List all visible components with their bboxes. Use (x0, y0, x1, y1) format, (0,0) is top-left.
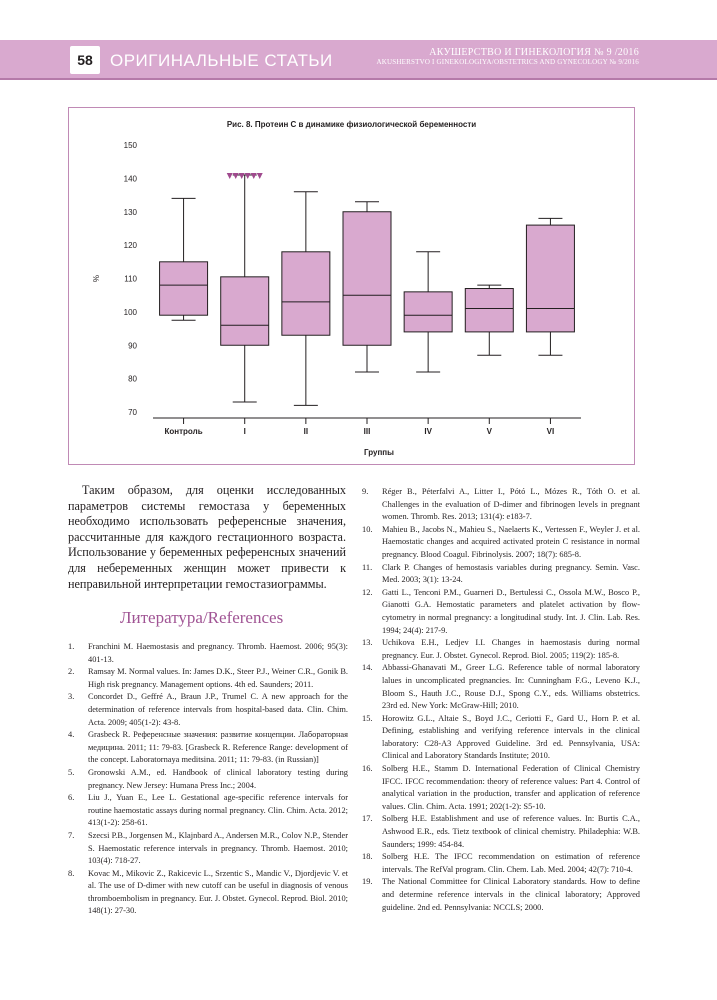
reference-item (362, 813, 640, 851)
reference-text: Solberg H.E. Establishment and use of reference values. In: Burtis C.A., Ashwood E.R., eds. Tietz textbook of clinical chemistry. Philadephia: W.B. Saunders; 1999: 454-84. (382, 814, 640, 849)
reference-text: Gatti L., Tenconi P.M., Guarneri D., Bertulessi C., Ossola M.W., Bosco P., Gianotti G.A. Hemostatic parameters and platelet activation by flow-cytometry in normal pregnancy: a longitudinal study. Int. J. Clin. Lab. Res. 1994; 24(4): 217-9. (382, 587, 640, 635)
reference-text: The National Committee for Clinical Laboratory standards. How to define and determine reference intervals in the clinical laboratory; Approved guideline. 2nd ed. Pennsylvania: NCCLS; 2000. (382, 877, 640, 912)
reference-item (68, 868, 348, 918)
section-title: ОРИГИНАЛЬНЫЕ СТАТЬИ (110, 51, 333, 70)
reference-item (68, 767, 348, 792)
outlier-marker (251, 173, 257, 179)
reference-number: 5. (68, 767, 75, 777)
reference-text: Kovac M., Mikovic Z., Rakicevic L., Srzentic S., Mandic V., Djordjevic V. et al. The use of D-dimer with new cutoff can be useful in diagnosis of venous thromboembolism in pregnancy. Eur. J. Obstet. Gynecol. Reprod. Biol. 2010; 148(1): 27-30. (88, 868, 348, 916)
conclusion-text: Таким образом, для оценки исследованных параметров системы гемостаза у беременных необходимо использовать референсные значения, рассчитанные для каждого гестационного возраста. Использование у беременных референсных значений для небеременных женщин может привести к неправильной интерпретации гемостазиограммы. (68, 483, 346, 591)
reference-text: Solberg H.E., Stamm D. International Federation of Clinical Chemistry IFCC. IFCC recommendation: theory of reference values: Part 4. Control of analytical variation in the production, transfer and application of reference values. Clin. Chim. Acta. 1991; 202(1-2): S5-10. (382, 764, 640, 811)
y-tick-label: 110 (124, 274, 137, 284)
figure-title: Рис. 8. Протеин С в динамике физиологической беременности (226, 120, 477, 129)
outlier-marker (227, 173, 233, 179)
reference-number: 8. (68, 868, 75, 878)
reference-text: Concordet D., Geffré A., Braun J.P., Trumel C. A new approach for the determination of reference intervals from hospital-based data. Clin. Chim. Acta. 2009; 405(1-2): 43-8. (88, 692, 348, 727)
reference-number: 11. (362, 562, 373, 572)
reference-item (362, 562, 640, 587)
y-tick-label: 130 (123, 207, 137, 217)
reference-item (362, 637, 640, 662)
reference-item (68, 691, 348, 729)
reference-item (68, 666, 348, 691)
reference-text: Clark P. Changes of hemostasis variables during pregnancy. Semin. Vasc. Med. 2003; 3(1): 13-24. (382, 562, 640, 585)
reference-number: 18. (362, 852, 373, 862)
y-tick-label: 100 (123, 307, 137, 317)
reference-item (362, 486, 640, 524)
references-left-column (68, 641, 348, 918)
reference-number: 14. (362, 663, 373, 673)
y-tick-label: 80 (128, 374, 137, 384)
journal-title-en: AKUSHERSTVO I GINEKOLOGIYA/OBSTETRICS AND GYNECOLOGY № 9/2016 (376, 58, 639, 66)
box-iqr (282, 252, 330, 335)
outlier-marker (245, 173, 251, 179)
reference-text: Grasbeck R. Референсные значения: развитие концепции. Лабораторная медицина. 2011; 11: 79-83. [Grasbeck R. Reference Range: development of the concept. Laboratornaya meditsina. 2011; 11: 79-83. (in Russian)] (88, 730, 348, 765)
x-tick-label: VI (546, 427, 555, 436)
box-iqr (160, 262, 208, 315)
reference-number: 1. (68, 642, 75, 651)
reference-item (362, 662, 640, 712)
reference-item (362, 851, 640, 876)
y-tick-label: 120 (123, 241, 137, 251)
boxplot-chart (69, 108, 636, 466)
reference-number: 6. (68, 793, 75, 803)
header-divider (0, 78, 717, 80)
literature-heading: Литература/References (120, 608, 284, 627)
reference-number: 9. (362, 487, 369, 496)
reference-text: Uchikova E.H., Ledjev I.I. Changes in haemostasis during normal pregnancy. Eur. J. Obstet. Gynecol. Reprod. Biol. 2005; 119(2): 185-8. (382, 638, 640, 660)
reference-text: Horowitz G.L., Altaie S., Boyd J.C., Ceriotti F., Gard U., Horn P. et al. Defining, establishing and verifying reference intervals in the clinical laboratory: C28-A3 Approved Guideline. 3rd ed. Pennsylvania, USA: Clinical and Laboratory Standards Institute; 2010. (382, 713, 640, 761)
reference-item (68, 792, 348, 830)
reference-text: Franchini M. Haemostasis and pregnancy. Thromb. Haemost. 2006; 95(3): 401-13. (88, 642, 348, 664)
reference-number: 7. (68, 830, 75, 840)
reference-text: Liu J., Yuan E., Lee L. Gestational age-specific reference intervals for routine haemostatic assays during normal pregnancy. Clin. Chim. Acta. 2012; 413(1-2): 258-61. (88, 793, 348, 828)
reference-text: Mahieu B., Jacobs N., Mahieu S., Naelaerts K., Vertessen F., Weyler J. et al. Haemostatic changes and acquired activated protein C resistance in normal pregnancy. Blood Coagul. Fibrinolysis. 2007; 18(7): 685-8. (382, 524, 640, 559)
reference-number: 2. (68, 667, 75, 677)
y-tick-label: 150 (123, 141, 137, 150)
x-tick-label: I (243, 427, 246, 436)
reference-item (68, 729, 348, 767)
reference-item (362, 713, 640, 763)
reference-item (362, 876, 640, 914)
box-iqr (465, 289, 513, 332)
reference-number: 13. (362, 638, 373, 648)
box-iqr (526, 225, 574, 332)
x-tick-label: III (363, 427, 371, 436)
reference-item (362, 524, 640, 562)
outlier-marker (233, 173, 239, 179)
x-tick-label: II (303, 427, 309, 436)
reference-text: Ramsay M. Normal values. In: James D.K., Steer P.J., Weiner C.R., Gonik B. High risk pregnancy. Management options. 4th ed. Saunders; 2011. (88, 667, 348, 689)
box-iqr (404, 292, 452, 332)
reference-item (68, 641, 348, 666)
reference-number: 16. (362, 764, 373, 774)
reference-item (362, 587, 640, 637)
x-tick-label: IV (424, 427, 432, 436)
x-tick-label: V (486, 427, 492, 436)
reference-number: 19. (362, 877, 373, 887)
y-axis-label: % (92, 274, 101, 283)
outlier-marker (239, 173, 245, 179)
reference-number: 15. (362, 713, 373, 723)
x-tick-label: Контроль (164, 427, 203, 436)
conclusion-paragraph (68, 483, 346, 592)
references-right-column (362, 486, 640, 914)
reference-text: Gronowski A.M., ed. Handbook of clinical laboratory testing during pregnancy. New Jersey: Humana Press Inc.; 2004. (88, 767, 348, 790)
box-iqr (343, 212, 391, 346)
journal-title (377, 47, 639, 66)
reference-number: 17. (362, 814, 373, 824)
x-axis-label: Группы (364, 448, 394, 457)
box-iqr (221, 277, 269, 345)
reference-text: Abbassi-Ghanavati M., Greer L.G. Reference table of normal laboratory lalues in uncomplicated pregnancies. In: Cunningham F.G., Leveno K.J., Bloom S., Hauth J.C., Rouse D.J., Spong C.Y., eds. Williams obstetrics. 23rd ed. New York: McGraw-Hill; 2010. (382, 663, 640, 711)
reference-text: Réger B., Péterfalvi A., Litter I., Pótó L., Mózes R., Tóth O. et al. Challenges in the evaluation of D-dimer and fibrinogen levels in pregnant women. Thromb. Res. 2013; 131(4): e183-7. (382, 487, 640, 522)
figure-frame (68, 107, 635, 465)
y-tick-label: 70 (128, 408, 137, 417)
reference-item (362, 763, 640, 813)
reference-item (68, 830, 348, 868)
journal-title-ru: АКУШЕРСТВО И ГИНЕКОЛОГИЯ № 9 /2016 (429, 47, 639, 58)
page-number: 58 (70, 46, 100, 74)
y-tick-label: 90 (128, 341, 137, 351)
reference-text: Szecsi P.B., Jorgensen M., Klajnbard A., Andersen M.R., Colov N.P., Stender S. Haemostatic reference intervals in pregnancy. Thromb. Haemost. 2010; 103(4): 718-27. (88, 830, 348, 866)
outlier-marker (257, 173, 263, 179)
reference-number: 10. (362, 524, 373, 534)
reference-text: Solberg H.E. The IFCC recommendation on estimation of reference intervals. The RefVal program. Clin. Chem. Lab. Med. 2004; 42(7): 710-4. (382, 852, 640, 874)
reference-number: 12. (362, 587, 373, 597)
reference-number: 4. (68, 730, 75, 740)
y-tick-label: 140 (123, 174, 137, 184)
reference-number: 3. (68, 692, 75, 702)
